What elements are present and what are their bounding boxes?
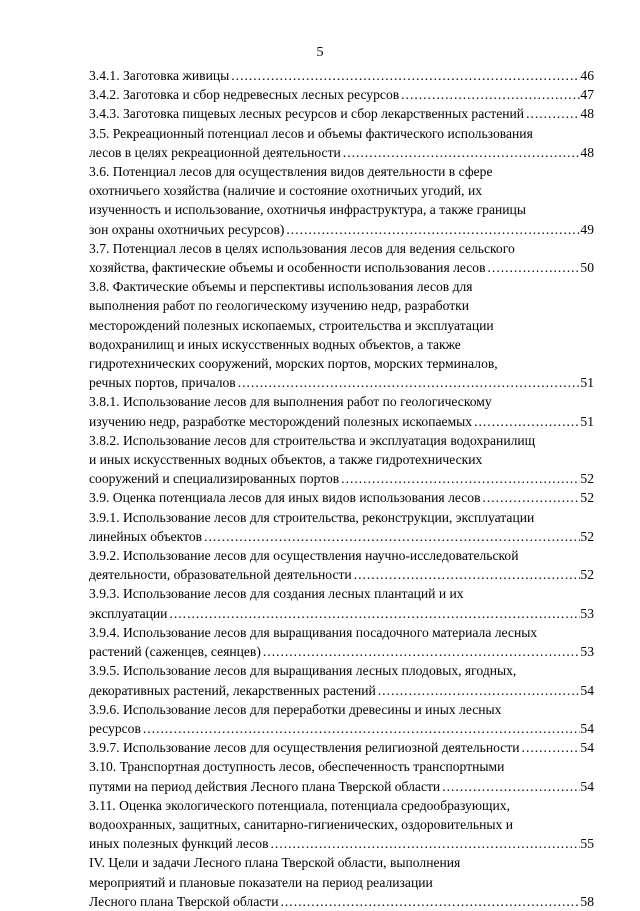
toc-entry-page: 48 xyxy=(580,144,594,160)
toc-entry-last-line xyxy=(89,777,594,796)
toc-entry-last-line xyxy=(89,469,594,488)
toc-entry-line: водоохранных, защитных, санитарно-гигиенических, оздоровительных и xyxy=(89,816,513,832)
toc-entry-line: месторождений полезных ископаемых, строительства и эксплуатации xyxy=(89,317,494,333)
dot-leader xyxy=(269,834,581,853)
page-number: 5 xyxy=(316,45,324,60)
toc-entry-line: 3.4.1. Заготовка живицы xyxy=(89,68,230,83)
toc-entry xyxy=(89,546,594,584)
dot-leader xyxy=(341,143,581,162)
toc-entry-page: 51 xyxy=(580,375,594,391)
toc-entry-line: ресурсов xyxy=(89,720,141,736)
toc-entry-page: 54 xyxy=(580,778,594,794)
toc-entry-line: 3.9.4. Использование лесов для выращивания посадочного материала лесных xyxy=(89,624,538,640)
toc-entry-page: 52 xyxy=(580,528,594,544)
toc-entry xyxy=(89,85,594,104)
toc-entry xyxy=(89,239,594,277)
dot-leader xyxy=(376,681,581,700)
dot-leader xyxy=(261,642,581,661)
toc-entry xyxy=(89,508,594,546)
toc-entry-line: 3.7. Потенциал лесов в целях использования лесов для ведения сельского xyxy=(89,240,515,256)
toc-entry-last-line xyxy=(89,412,594,431)
dot-leader xyxy=(520,738,581,757)
toc-entry xyxy=(89,162,594,239)
dot-leader xyxy=(202,527,580,546)
toc-entry-last-line xyxy=(89,220,594,239)
toc-entry-last-line xyxy=(89,143,594,162)
toc-entry-page: 46 xyxy=(580,68,594,83)
toc-entry-last-line xyxy=(89,527,594,546)
toc-entry-last-line xyxy=(89,642,594,661)
toc-entry-line: 3.6. Потенциал лесов для осуществления видов деятельности в сфере xyxy=(89,164,493,180)
toc-entry-line: 3.8.2. Использование лесов для строительства и эксплуатация водохранилищ xyxy=(89,432,536,448)
toc-entry-page: 54 xyxy=(580,720,594,736)
toc-entry xyxy=(89,700,594,738)
toc-entry-line: 3.8.1. Использование лесов для выполнения работ по геологическому xyxy=(89,394,492,410)
toc-entry xyxy=(89,392,594,430)
toc-entry-line: 3.9.6. Использование лесов для переработки древесины и иных лесных xyxy=(89,701,502,717)
toc-entry-line: путями на период действия Лесного плана Тверской области xyxy=(89,778,441,794)
toc-entry xyxy=(89,277,594,392)
toc-entry-last-line xyxy=(89,604,594,623)
toc-entry-page: 53 xyxy=(580,644,594,660)
dot-leader xyxy=(279,892,581,911)
toc-entry-line: 3.4.2. Заготовка и сбор недревесных лесных ресурсов xyxy=(89,87,400,103)
toc-entry-line: 3.11. Оценка экологического потенциала, потенциала средообразующих, xyxy=(89,797,510,813)
dot-leader xyxy=(339,469,580,488)
toc-entry-line: Лесного плана Тверской области xyxy=(89,893,279,909)
toc-entry-page: 55 xyxy=(580,836,594,852)
toc-entry-page: 53 xyxy=(580,605,594,621)
toc-entry xyxy=(89,66,594,85)
table-of-contents xyxy=(89,66,594,911)
toc-entry-line: IV. Цели и задачи Лесного плана Тверской области, выполнения xyxy=(89,855,461,871)
toc-entry xyxy=(89,623,594,661)
dot-leader xyxy=(229,66,580,85)
toc-entry-last-line xyxy=(89,258,594,277)
toc-entry-page: 47 xyxy=(580,87,594,103)
dot-leader xyxy=(141,719,581,738)
toc-entry-line: выполнения работ по геологическому изучению недр, разработки xyxy=(89,298,470,314)
toc-entry-line: мероприятий и плановые показатели на период реализации xyxy=(89,874,433,890)
toc-entry-line: лесов в целях рекреационной деятельности xyxy=(89,144,341,160)
toc-entry xyxy=(89,796,594,854)
toc-entry-line: декоративных растений, лекарственных растений xyxy=(89,682,376,698)
toc-entry-page: 49 xyxy=(580,221,594,237)
toc-entry-line: хозяйства, фактические объемы и особенности использования лесов xyxy=(89,260,486,276)
toc-entry-line: 3.9.7. Использование лесов для осуществления религиозной деятельности xyxy=(89,740,520,756)
toc-entry-line: изученность и использование, охотничья инфраструктура, а также границы xyxy=(89,202,526,218)
toc-entry-page: 52 xyxy=(580,490,594,506)
toc-entry-last-line xyxy=(89,719,594,738)
toc-entry-page: 51 xyxy=(580,413,594,429)
toc-entry-line: растений (саженцев, сеянцев) xyxy=(89,644,261,660)
toc-entry-line: 3.9. Оценка потенциала лесов для иных видов использования лесов xyxy=(89,490,481,506)
toc-entry-line: речных портов, причалов xyxy=(89,375,236,391)
toc-entry-line: сооружений и специализированных портов xyxy=(89,471,340,487)
dot-leader xyxy=(472,412,580,431)
toc-entry-page: 54 xyxy=(580,740,594,756)
toc-entry-line: зон охраны охотничьих ресурсов) xyxy=(89,221,285,237)
toc-entry-line: эксплуатации xyxy=(89,605,168,621)
dot-leader xyxy=(440,777,580,796)
toc-entry-line: 3.4.3. Заготовка пищевых лесных ресурсов и сбор лекарственных растений xyxy=(89,106,525,122)
toc-entry xyxy=(89,124,594,162)
toc-entry-line: 3.9.1. Использование лесов для строительства, реконструкции, эксплуатации xyxy=(89,509,535,525)
toc-entry-line: и иных искусственных водных объектов, а также гидротехнических xyxy=(89,452,483,468)
toc-entry-page: 58 xyxy=(580,893,594,909)
toc-entry-line: линейных объектов xyxy=(89,528,203,544)
toc-entry-page: 52 xyxy=(580,471,594,487)
toc-entry-page: 54 xyxy=(580,682,594,698)
toc-entry xyxy=(89,584,594,622)
toc-entry xyxy=(89,757,594,795)
dot-leader xyxy=(284,220,580,239)
toc-entry-last-line xyxy=(89,66,594,85)
toc-entry-line: водохранилищ и иных искусственных водных объектов, а также xyxy=(89,336,461,352)
toc-entry-last-line xyxy=(89,373,594,392)
toc-entry xyxy=(89,661,594,699)
toc-entry-last-line xyxy=(89,892,594,911)
toc-entry xyxy=(89,431,594,489)
toc-entry-line: гидротехнических сооружений, морских портов, морских терминалов, xyxy=(89,356,498,372)
dot-leader xyxy=(167,604,580,623)
toc-entry xyxy=(89,104,594,123)
toc-entry-line: изучению недр, разработке месторождений полезных ископаемых xyxy=(89,413,473,429)
dot-leader xyxy=(399,85,580,104)
toc-entry xyxy=(89,738,594,757)
toc-entry-last-line xyxy=(89,834,594,853)
toc-entry-line: деятельности, образовательной деятельности xyxy=(89,567,352,583)
toc-entry-last-line xyxy=(89,565,594,584)
toc-entry-line: 3.9.5. Использование лесов для выращивания лесных плодовых, ягодных, xyxy=(89,663,517,679)
toc-entry-last-line xyxy=(89,488,594,507)
toc-entry-last-line xyxy=(89,738,594,757)
toc-entry-page: 50 xyxy=(580,260,594,276)
toc-entry-page: 52 xyxy=(580,567,594,583)
dot-leader xyxy=(480,488,580,507)
dot-leader xyxy=(352,565,581,584)
toc-entry-line: 3.9.3. Использование лесов для создания лесных плантаций и их xyxy=(89,586,464,602)
dot-leader xyxy=(236,373,581,392)
toc-entry-line: 3.10. Транспортная доступность лесов, обеспеченность транспортными xyxy=(89,759,505,775)
dot-leader xyxy=(524,104,580,123)
toc-entry xyxy=(89,853,594,911)
toc-entry-last-line xyxy=(89,104,594,123)
toc-entry-last-line xyxy=(89,681,594,700)
toc-entry-last-line xyxy=(89,85,594,104)
toc-entry-line: иных полезных функций лесов xyxy=(89,836,269,852)
toc-entry-page: 48 xyxy=(580,106,594,122)
toc-entry-line: 3.8. Фактические объемы и перспективы использования лесов для xyxy=(89,279,473,295)
toc-entry-line: 3.5. Рекреационный потенциал лесов и объемы фактического использования xyxy=(89,125,533,141)
dot-leader xyxy=(486,258,581,277)
toc-entry-line: 3.9.2. Использование лесов для осуществления научно-исследовательской xyxy=(89,548,519,564)
toc-entry-line: охотничьего хозяйства (наличие и состояние охотничьих угодий, их xyxy=(89,183,483,199)
toc-entry xyxy=(89,488,594,507)
